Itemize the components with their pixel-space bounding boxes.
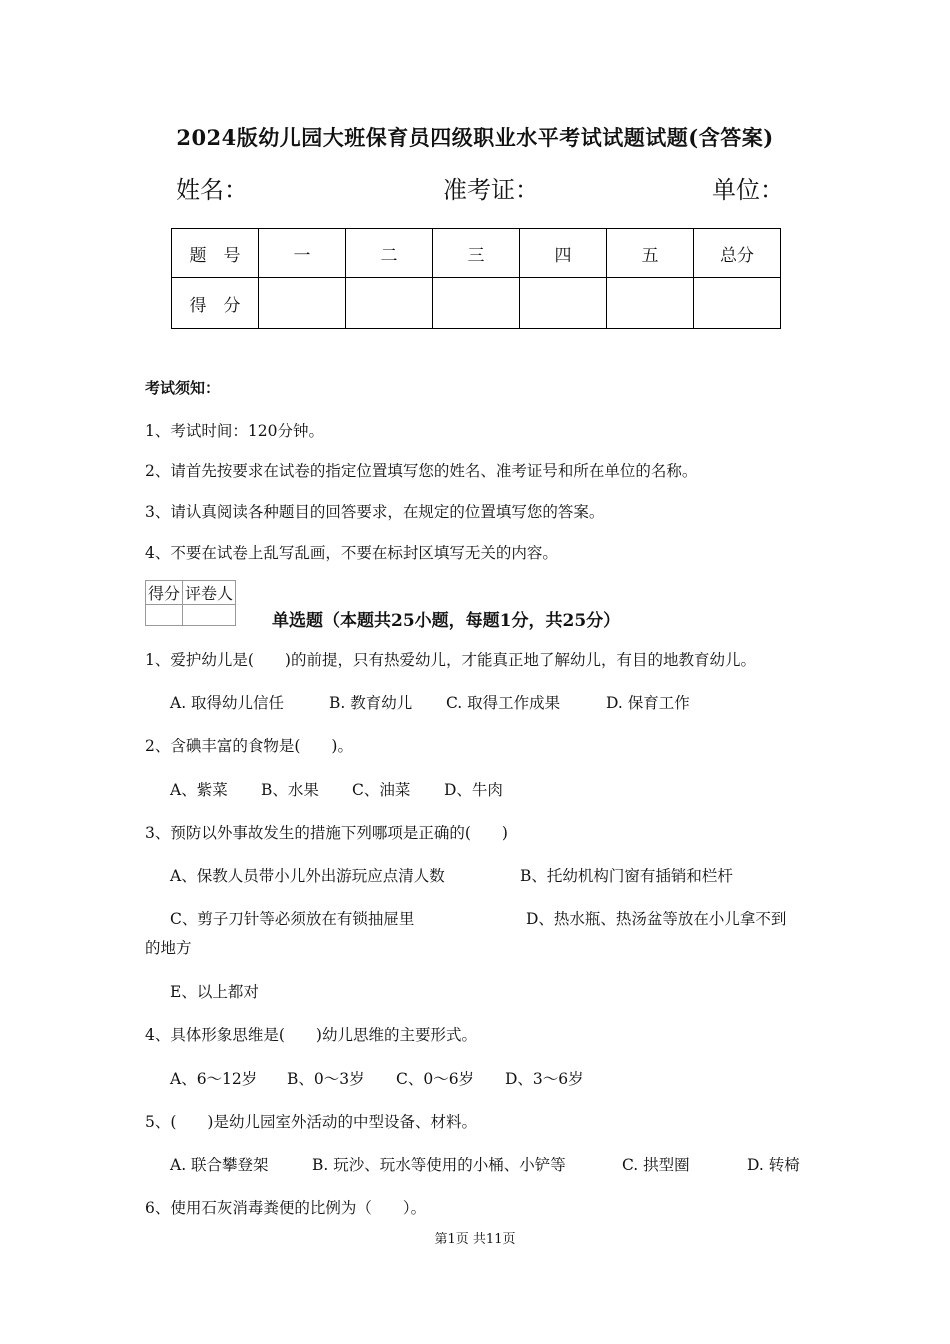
question-option: A. 联合攀登架 <box>170 1156 269 1174</box>
question-option: B、水果 <box>261 781 319 799</box>
question-stem: 2、含碘丰富的食物是( )。 <box>145 737 353 755</box>
question-option: D、热水瓶、热汤盆等放在小儿拿不到 <box>526 910 787 928</box>
question-option: B、0～3岁 <box>287 1070 365 1088</box>
score-table-header-cell: 三 <box>433 229 520 278</box>
question-option: D. 保育工作 <box>606 694 690 712</box>
question-stem: 4、具体形象思维是( )幼儿思维的主要形式。 <box>145 1026 477 1044</box>
score-table-header-row <box>172 229 781 278</box>
question-stem: 6、使用石灰消毒粪便的比例为（ ）。 <box>145 1199 427 1217</box>
question-option: D. 转椅 <box>747 1156 800 1174</box>
exam-id-field-label: 准考证： <box>443 176 539 204</box>
grader-reviewer-cell[interactable] <box>183 605 236 626</box>
question-option: B. 玩沙、玩水等使用的小桶、小铲等 <box>312 1156 566 1174</box>
grader-score-label: 得分 <box>146 581 183 605</box>
question-option: D、牛肉 <box>444 781 503 799</box>
section-title: 单选题（本题共25小题，每题1分，共25分） <box>272 611 621 631</box>
question-option: A. 取得幼儿信任 <box>170 694 285 712</box>
note-item: 1、考试时间：120分钟。 <box>145 422 324 440</box>
grader-reviewer-label: 评卷人 <box>183 581 236 605</box>
question-option: A、紫菜 <box>170 781 228 799</box>
name-field-label: 姓名： <box>176 176 248 204</box>
grader-table <box>145 580 236 626</box>
score-table-header-label: 题 号 <box>172 229 259 278</box>
note-item: 4、不要在试卷上乱写乱画，不要在标封区填写无关的内容。 <box>145 544 558 562</box>
question-stem: 1、爱护幼儿是( )的前提，只有热爱幼儿，才能真正地了解幼儿，有目的地教育幼儿。 <box>145 651 756 669</box>
grader-input-row <box>146 605 236 626</box>
page-title: 2024版幼儿园大班保育员四级职业水平考试试题试题(含答案) <box>176 125 774 150</box>
score-cell[interactable] <box>259 278 346 329</box>
score-cell[interactable] <box>433 278 520 329</box>
question-option: C、油菜 <box>352 781 411 799</box>
score-cell-total[interactable] <box>694 278 781 329</box>
question-option: C、0～6岁 <box>396 1070 475 1088</box>
unit-field-label: 单位： <box>712 176 784 204</box>
note-item: 3、请认真阅读各种题目的回答要求，在规定的位置填写您的答案。 <box>145 503 605 521</box>
question-option: C、剪子刀针等必须放在有锁抽屉里 <box>170 910 415 928</box>
question-option: C. 拱型圈 <box>622 1156 690 1174</box>
question-stem: 5、( )是幼儿园室外活动的中型设备、材料。 <box>145 1113 477 1131</box>
score-table-header-cell: 五 <box>607 229 694 278</box>
score-table-header-total: 总分 <box>694 229 781 278</box>
page-footer: 第1页 共11页 <box>434 1232 516 1247</box>
note-item: 2、请首先按要求在试卷的指定位置填写您的姓名、准考证号和所在单位的名称。 <box>145 462 698 480</box>
question-option: A、保教人员带小儿外出游玩应点清人数 <box>170 867 445 885</box>
score-table-header-cell: 二 <box>346 229 433 278</box>
grader-score-cell[interactable] <box>146 605 183 626</box>
grader-header-row <box>146 581 236 605</box>
notes-heading: 考试须知： <box>145 379 221 397</box>
question-stem: 3、预防以外事故发生的措施下列哪项是正确的( ) <box>145 824 508 842</box>
question-option: B、托幼机构门窗有插销和栏杆 <box>520 867 733 885</box>
score-table-header-cell: 一 <box>259 229 346 278</box>
score-table-score-row <box>172 278 781 329</box>
question-option: C. 取得工作成果 <box>446 694 561 712</box>
score-cell[interactable] <box>346 278 433 329</box>
score-table <box>171 228 781 329</box>
question-option: B. 教育幼儿 <box>329 694 413 712</box>
score-table-header-cell: 四 <box>520 229 607 278</box>
question-option-continuation: 的地方 <box>145 939 192 957</box>
question-option: D、3～6岁 <box>505 1070 584 1088</box>
question-option: E、以上都对 <box>170 983 259 1001</box>
score-cell[interactable] <box>520 278 607 329</box>
question-option: A、6～12岁 <box>170 1070 258 1088</box>
score-cell[interactable] <box>607 278 694 329</box>
score-table-row-label: 得 分 <box>172 278 259 329</box>
